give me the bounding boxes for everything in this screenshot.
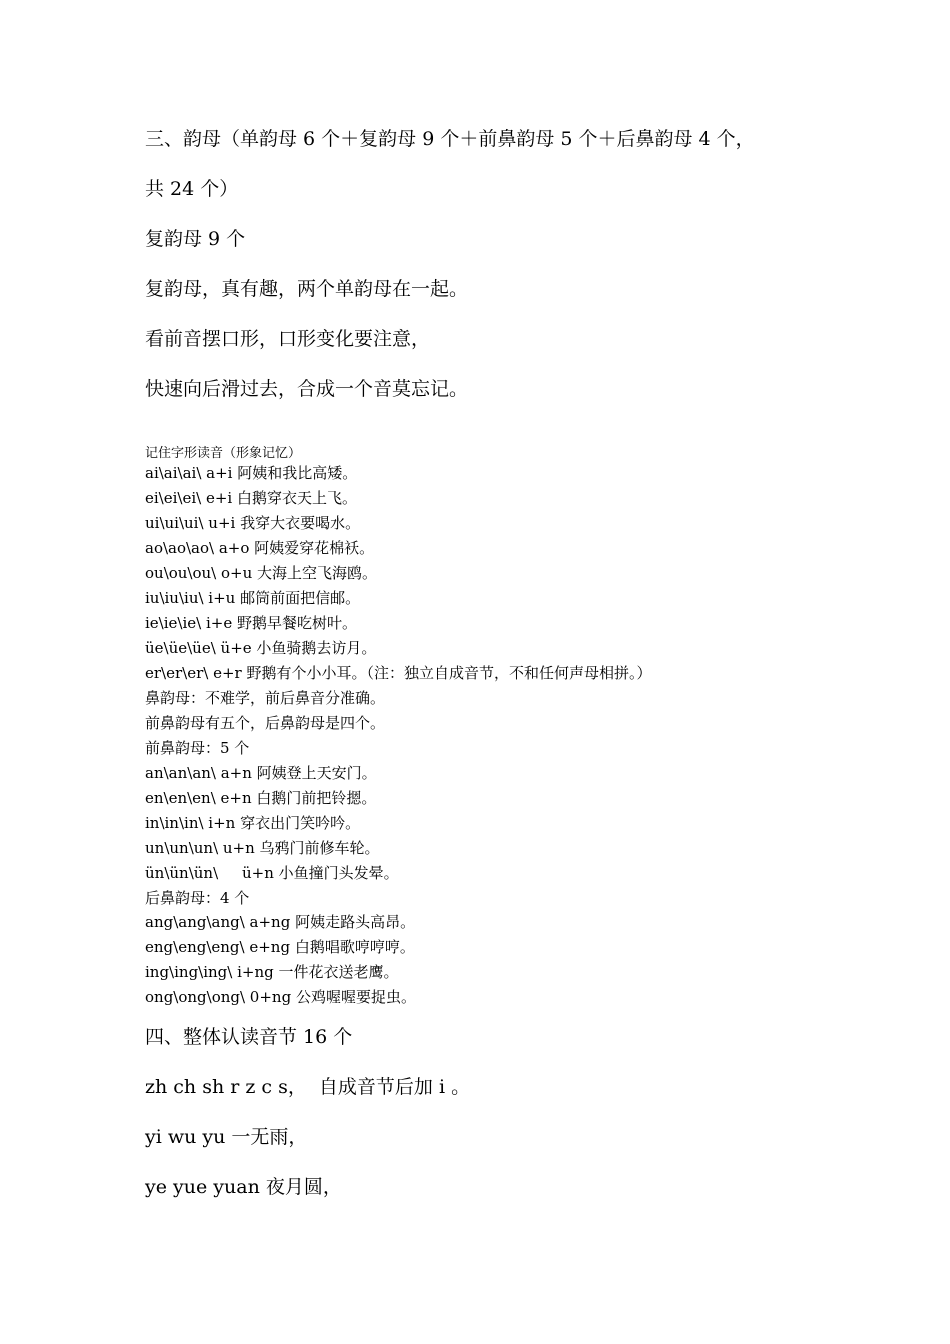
memory-line: en\en\en\ e+n 白鹅门前把铃摁。 <box>145 789 377 807</box>
memory-line: 鼻韵母：不难学，前后鼻音分准确。 <box>145 689 386 707</box>
memory-line: ao\ao\ao\ a+o 阿姨爱穿花棉袄。 <box>145 539 375 557</box>
memory-line: üe\üe\üe\ ü+e 小鱼骑鹅去访月。 <box>145 639 377 657</box>
memory-line: 后鼻韵母：4 个 <box>145 889 250 907</box>
memory-line: ang\ang\ang\ a+ng 阿姨走路头高昂。 <box>145 913 416 931</box>
memory-line: ui\ui\ui\ u+i 我穿大衣要喝水。 <box>145 514 361 532</box>
memory-line: ei\ei\ei\ e+i 白鹅穿衣天上飞。 <box>145 489 357 507</box>
memory-line: ün\ün\ün\ ü+n 小鱼撞门头发晕。 <box>145 864 399 882</box>
zhengti-line: zh ch sh r z c s， 自成音节后加 i 。 <box>145 1076 471 1098</box>
zhengti-line: ye yue yuan 夜月圆， <box>145 1176 342 1198</box>
memory-line: iu\iu\iu\ i+u 邮筒前面把信邮。 <box>145 589 361 607</box>
memory-title: 记住字形读音（形象记忆） <box>145 446 302 461</box>
memory-line: ou\ou\ou\ o+u 大海上空飞海鸥。 <box>145 564 378 582</box>
heading-yunmu-line1: 三、韵母（单韵母 6 个＋复韵母 9 个＋前鼻韵母 5 个＋后鼻韵母 4 个， <box>145 128 755 150</box>
memory-line: 前鼻韵母：5 个 <box>145 739 250 757</box>
heading-zhengti: 四、整体认读音节 16 个 <box>145 1026 353 1048</box>
memory-line: er\er\er\ e+r 野鹅有个小小耳。（注：独立自成音节，不和任何声母相拼。） <box>145 664 652 682</box>
memory-line: in\in\in\ i+n 穿衣出门笑吟吟。 <box>145 814 361 832</box>
memory-line: ie\ie\ie\ i+e 野鹅早餐吃树叶。 <box>145 614 357 632</box>
verse-line: 快速向后滑过去，合成一个音莫忘记。 <box>145 378 469 400</box>
memory-line: ai\ai\ai\ a+i 阿姨和我比高矮。 <box>145 464 358 482</box>
zhengti-line: yi wu yu 一无雨， <box>145 1126 308 1148</box>
memory-line: an\an\an\ a+n 阿姨登上天安门。 <box>145 764 377 782</box>
verse-line: 复韵母，真有趣，两个单韵母在一起。 <box>145 278 469 300</box>
memory-line: eng\eng\eng\ e+ng 白鹅唱歌哼哼哼。 <box>145 938 415 956</box>
memory-line: ing\ing\ing\ i+ng 一件花衣送老鹰。 <box>145 963 399 981</box>
memory-line: un\un\un\ u+n 乌鸦门前修车轮。 <box>145 839 380 857</box>
memory-line: 前鼻韵母有五个，后鼻韵母是四个。 <box>145 714 386 732</box>
memory-line: ong\ong\ong\ 0+ng 公鸡喔喔要捉虫。 <box>145 988 416 1006</box>
verse-line: 看前音摆口形，口形变化要注意， <box>145 328 431 350</box>
subheading-fuyunmu: 复韵母 9 个 <box>145 228 246 250</box>
heading-yunmu-line2: 共 24 个） <box>145 178 239 200</box>
